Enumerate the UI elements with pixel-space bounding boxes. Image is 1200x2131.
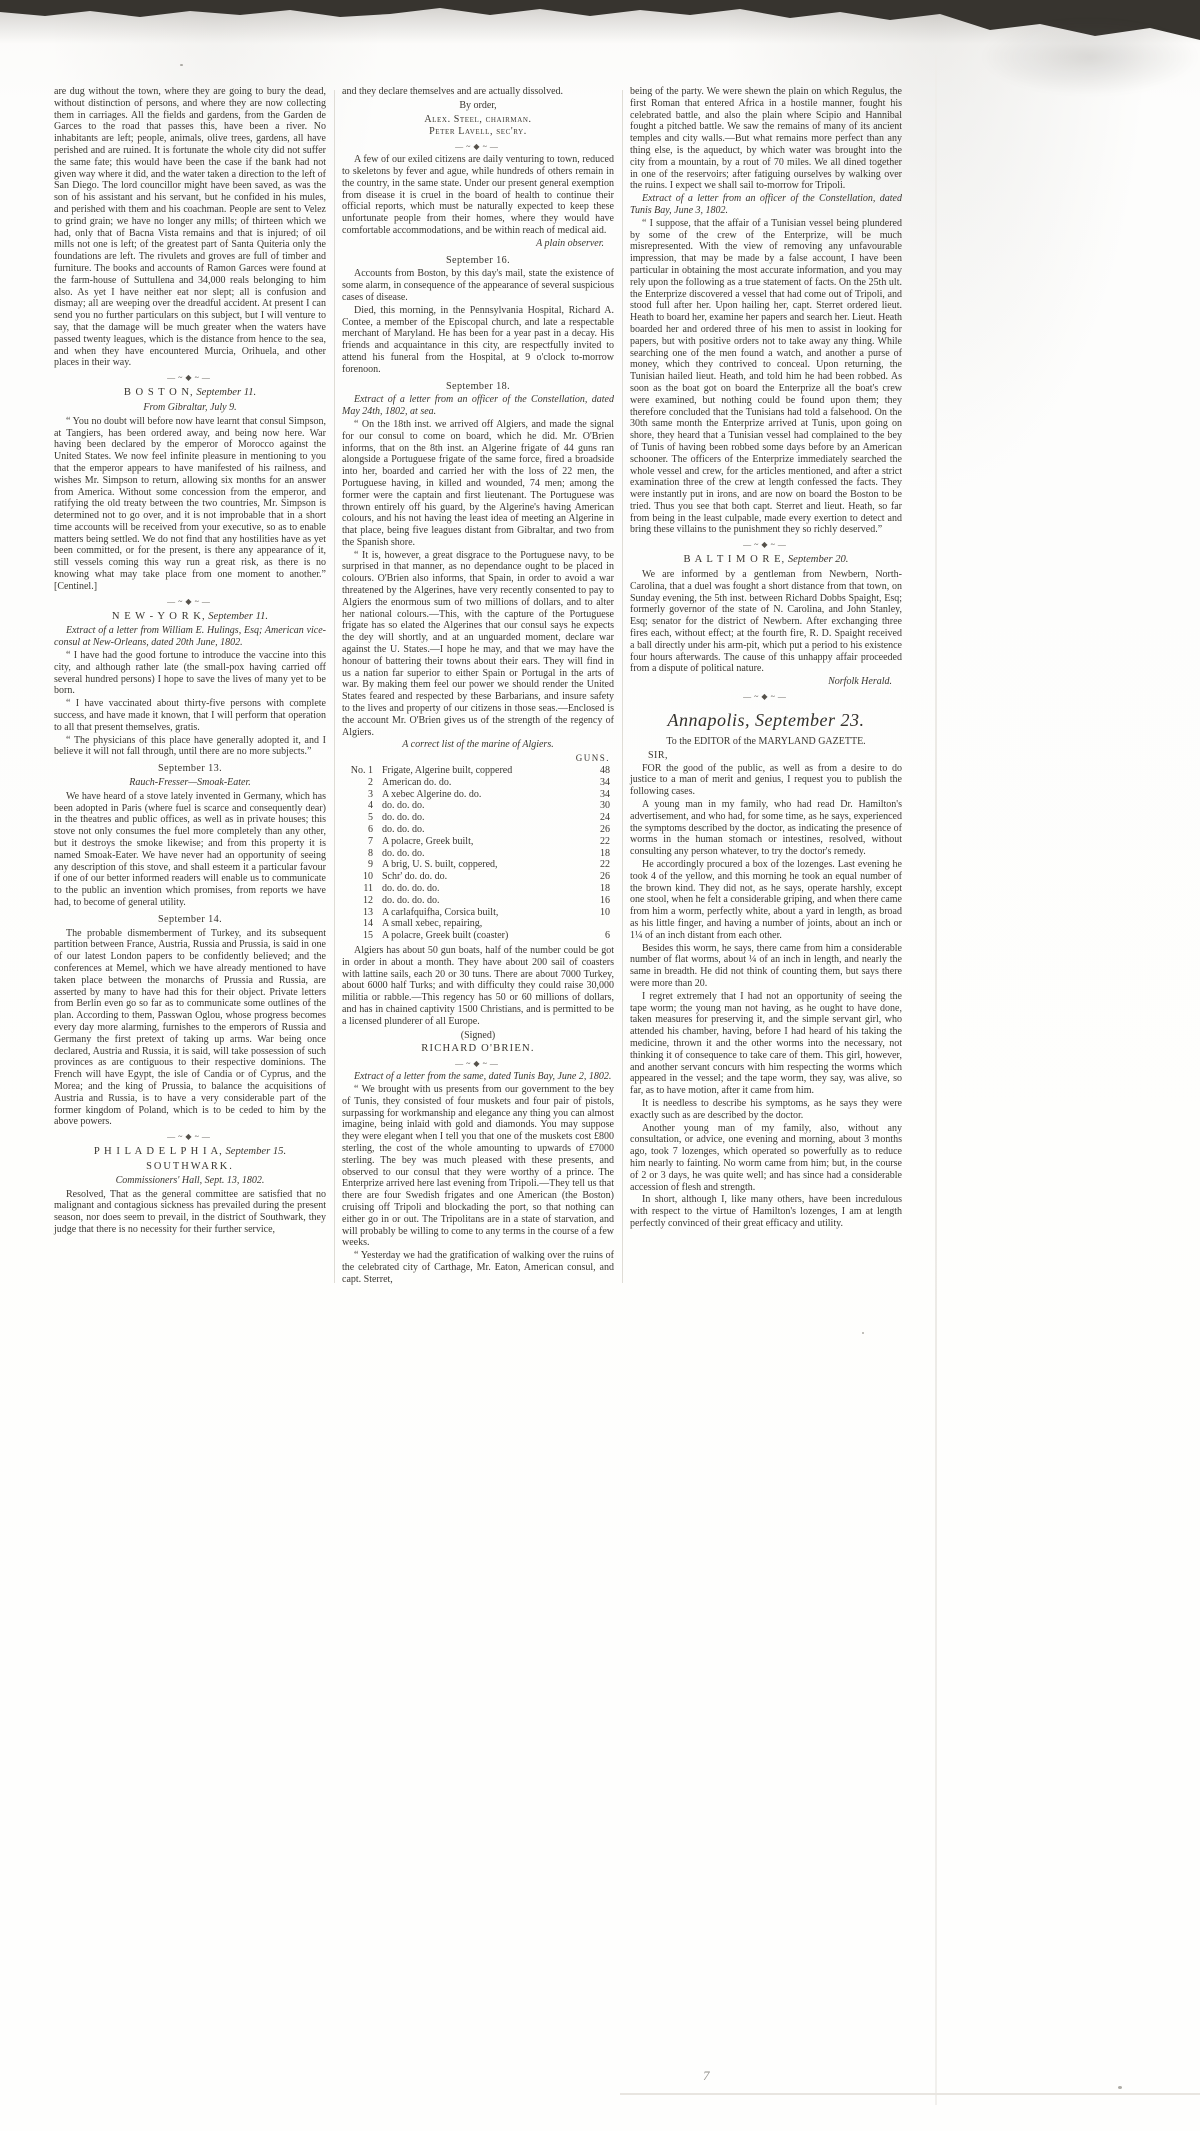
italic-centered-heading: A correct list of the marine of Algiers. <box>402 739 554 751</box>
article-paragraph: “ You no doubt will before now have learnt that consul Simpson, at Tangiers, has been ordered away, and being now here. War having been declared by the emperor of Morocco against the United States. We now feel infinite pleasure in mentioning to you that the emperor appears to have manifested of his railness, and wishes Mr. Simpson to return, allowing six months for an answer from America. Without some concession from the emperor, and ratifying the old treaty between the two countries, Mr. Simpson is determined not to go over, and it is not improbable that in a short time accounts will be received from your executive, so as to enable matters being settled. We do not find that any hostilities have as yet been committed, or for the present, is there any appearance of it, still vessels coming this way run a great risk, as there is no knowing what may take place from one moment to another.” [Centinel.] <box>54 415 326 592</box>
centered-line: By order, <box>459 99 497 111</box>
row-number: 15 <box>363 930 373 942</box>
article-paragraph: A few of our exiled citizens are daily venturing to town, reduced to skeletons by fever and ague, while hundreds of others remain in the country, in the same state. Under our present general exemption from disease it is cruel in the board of health to continue their official reports, which must be naturally expected to keep these unfortunate people from their homes, where they would have comfortable accommodations, and be within reach of medical aid. <box>342 154 614 236</box>
section-divider-ornament: —~◆~— <box>167 596 213 606</box>
letter-source-line: Extract of a letter from an officer of the Constellation, dated Tunis Bay, June 3, 1802. <box>630 193 902 216</box>
article-paragraph: “ On the 18th inst. we arrived off Algiers, and made the signal for our consul to come on board, which he did. Mr. O'Brien informs, that on the 8th inst. an Algerine frigate of 44 guns ran alongside a Portuguese frigate of the same force, fired a broadside into her, boarded and carried her with the loss of 22 men, the Portuguese having, in killed and wounded, 74 men; among the former were the captain and first lieutenant. The Portuguese was thrown entirely off his guard, by the Algerine's having American colours, and his not having the least idea of meeting an Algerine in that place, being five leagues distant from Gibraltar, and two from the Spanish shore. <box>342 418 614 548</box>
letter-source-line: Extract of a letter from an officer of the Constellation, dated May 24th, 1802, at sea. <box>342 394 614 418</box>
centered-line: To the EDITOR of the MARYLAND GAZETTE. <box>666 736 866 748</box>
continuation-paragraph: and they declare themselves and are actually dissolved. <box>342 86 564 97</box>
guns-count: 10 <box>600 906 610 918</box>
section-divider-ornament: —~◆~— <box>743 692 789 702</box>
scan-speck <box>1118 2086 1122 2089</box>
vessel-description: Frigate, Algerine built, coppered <box>382 765 513 777</box>
marine-list-row <box>346 895 614 907</box>
article-paragraph: A young man in my family, who had read Dr. Hamilton's advertisement, and who had, for some time, as he says, experienced the symptoms described by the doctor, as indicating the presence of worms in the human stomach or intestines, resolved, without consulting any person whatever, to try the doctor's remedy. <box>630 799 902 858</box>
guns-column-header: GUNS. <box>575 753 610 764</box>
marine-list-row <box>346 883 614 895</box>
italic-centered-heading: Rauch-Fresser—Smoak-Eater. <box>129 777 251 789</box>
vessel-description: A brig, U. S. built, coppered, <box>382 859 498 871</box>
salutation-line: SIR, <box>648 749 669 761</box>
signature-line: RICHARD O'BRIEN. <box>421 1043 535 1055</box>
article-paragraph: “ Yesterday we had the gratification of walking over the ruins of the celebrated city of Carthage, Mr. Eaton, American consul, and capt. Sterret, <box>342 1250 614 1285</box>
vessel-description: Schr' do. do. do. <box>382 871 448 883</box>
dateline-date: September 11. <box>193 387 257 399</box>
marine-list-row <box>346 930 614 942</box>
section-subheading: SOUTHWARK. <box>146 1160 234 1172</box>
newspaper-body <box>54 86 902 1287</box>
marine-list-row <box>346 812 614 824</box>
guns-count: 6 <box>605 930 610 942</box>
city-dateline-heading <box>630 554 902 566</box>
guns-count: 48 <box>600 765 610 777</box>
newspaper-column-3 <box>630 86 902 1287</box>
guns-count: 26 <box>600 871 610 883</box>
marine-list-row <box>346 848 614 860</box>
marine-list-table <box>346 753 614 942</box>
letter-source-line: Extract of a letter from the same, dated Tunis Bay, June 2, 1802. <box>354 1071 612 1083</box>
page-fold-line <box>935 55 937 2105</box>
marine-list-row <box>346 907 614 919</box>
article-paragraph: He accordingly procured a box of the lozenges. Last evening he took 4 of the yellow, and this morning he took an equal number of the brown kind. They did not, as he says, operate harshly, except one stool, when he felt a considerable griping, and when there came from him a worm, perfectly white, about a yard in length, as broad as his little finger, and having a number of joints, about an inch or 1¼ of an inch distant from each other. <box>630 859 902 941</box>
dateline-date: September 11. <box>205 610 269 622</box>
row-number: 5 <box>368 812 373 824</box>
marine-list-row <box>346 836 614 848</box>
guns-count: 22 <box>600 835 610 847</box>
article-paragraph: We are informed by a gentleman from Newbern, North-Carolina, that a duel was fought a short distance from that town, on Sunday evening, the 5th inst. between Richard Dobbs Spaight, Esq; formerly governor of the state of N. Carolina, and John Stanley, Esq; senator for the district of Newbern. After exchanging three fires each, without effect; at the fourth fire, R. D. Spaight received a ball directly under his arm-pit, which put a period to his existence four hours afterwards. The cause of this unhappy affair proceeded from a dispute of political nature. <box>630 569 902 675</box>
section-divider-ornament: —~◆~— <box>455 142 501 152</box>
smallcaps-name-line: Peter Lavell, sec'ry. <box>429 126 527 138</box>
italic-centered-heading: From Gibraltar, July 9. <box>143 401 237 413</box>
continuation-paragraph: are dug without the town, where they are going to bury the dead, without distinction of persons, and where they are now collecting them in carriages. All the fields and gardens, from the Garden de Garces to the road that passes this, have been a river. No inhabitants are left; people, animals, olive trees, gardens, all have perished and are ruined. It is fortunate the whole city did not suffer the same fate; this would have been the case if the bank had not given way where it did, and the water taken a direction to the left of San Diego. The lord councillor might have been saved, as was the son of his assistant and his servant, but he confided in his mules, and perished with them and his coachman. People are sent to Velez to grind grain; we have no longer any mills; of thirteen which we had, only that of Bacna Vista remains and that is injured; of oil mills not one is left; of the greatest part of Santa Quiteria only the foundations are left. The rivulets and groves are full of timber and furniture. The books and accounts of Ramon Garces were found at the farm-house of Suttullena and 34,000 reals belonging to him also. As yet I have neither eat nor slept; all is confusion and dismay; all are weeping over the dreadful accident. At present I can send you no further particulars on this subject, but I will venture to say, that the damage will be much greater when the waters have passed twenty leagues, which is the distance from hence to the sea, and when they have encountered Murcia, Orihuela, and other places in their way. <box>54 86 326 369</box>
page-number: 7 <box>703 2068 710 2083</box>
article-paragraph: Died, this morning, in the Pennsylvania Hospital, Richard A. Contee, a member of the Episcopal church, and late a respectable merchant of Maryland. He has been for a year past in a decay. His friends and acquaintance in this city, are respectfully invited to attend his funeral from the Hospital, at 9 o'clock to-morrow forenoon. <box>342 304 614 375</box>
guns-count: 30 <box>600 800 610 812</box>
guns-count: 18 <box>600 883 610 894</box>
row-number: 10 <box>363 871 373 883</box>
city-name: B A L T I M O R E, <box>683 554 786 566</box>
date-heading: September 18. <box>445 380 511 392</box>
attribution-line: A plain observer. <box>536 237 604 249</box>
city-dateline-heading <box>54 387 326 399</box>
article-paragraph: It is needless to describe his symptoms, as he says they were exactly such as are described by the doctor. <box>630 1097 902 1121</box>
vessel-description: do. do. do. <box>382 847 425 859</box>
row-number: 14 <box>363 918 373 930</box>
vessel-description: do. do. do. do. <box>382 894 440 906</box>
article-paragraph: “ We brought with us presents from our government to the bey of Tunis, they consisted of four muskets and four pair of pistols, surpassing for workmanship and elegance any thing you can almost imagine, being inlaid with gold and diamonds. You may suppose they were elegant when I tell you that one of the muskets cost £800 sterling, the cost of the whole amounting to upwards of £7000 sterling. The bey was much pleased with these presents, and observed to our consul that they were worthy of a prince. The Enterprize arrived here last evening from Tripoli.—They tell us that there are four Swedish frigates and one American (the Boston) cruising off Tripoli and blockading the port, so that nothing can either go in or out. The Tripolitans are in a state of starvation, and will probably be willing to come to any terms in the course of a few weeks. <box>342 1083 614 1249</box>
letter-source-line: Extract of a letter from William E. Hulings, Esq; American vice-consul at New-Orleans, dated 20th June, 1802. <box>54 625 326 649</box>
newspaper-column-2 <box>342 86 614 1287</box>
date-heading: September 16. <box>445 254 511 266</box>
row-number: 4 <box>368 800 373 812</box>
row-number: 3 <box>368 788 373 800</box>
newspaper-column-1 <box>54 86 326 1287</box>
article-paragraph: In short, although I, like many others, have been incredulous with respect to the virtue of Hamilton's lozenges, I am at length perfectly convinced of their great efficacy and utility. <box>630 1194 902 1229</box>
marine-list-row <box>346 824 614 836</box>
article-paragraph: “ I suppose, that the affair of a Tunisian vessel being plundered by some of the crew of the Enterprize, will be much misrepresented. With the view of removing any unfavourable impression, that may be made by a false account, I have been particular in obtaining the most accurate information, and you may rely upon the following as a true statement of facts. On the 25th ult. the Enterprize discovered a vessel that had come out of Tripoli, and stood full after her. Upon hailing her, capt. Sterret ordered lieut. Heath to board her, examine her papers and search her. Lieut. Heath boarded her and ordered three of his men to assist in looking for papers, but with positive orders not to take away any thing. While searching one of the men found a watch, and another a purse of money, which they contrived to conceal. Upon returning, the Tunisian hailed lieut. Heath, and told him he had been robbed. As soon as the boat got on board the Enterprize all the boat's crew were examined, but nothing could be found upon them; they therefore concluded that the Tunisians had told a falsehood. On the 30th same month the Enterprize arrived at Tunis, upon going on shore, they heard that a Tunisian vessel had complained to the bey of Tunis of having been robbed some days before by an American schooner. The officers of the Enterprize immediately searched the whole vessel and crew, for the articles mentioned, and after a strict examination three of the crew at length confessed the facts. They were instantly put in irons, and are now on board the Boston to be tried. Thus you see that both capt. Sterret and lieut. Heath, so far from being in the least culpable, made every exertion to detect and bring these villains to the punishment they so richly deserved.” <box>630 217 902 536</box>
date-heading: September 14. <box>157 913 223 925</box>
guns-count: 24 <box>600 812 610 824</box>
article-paragraph: “ The physicians of this place have generally adopted it, and I believe it will not fall through, until there are no more subjects.” <box>54 734 326 758</box>
guns-count: 16 <box>600 894 610 906</box>
vessel-description: American do. do. <box>382 776 452 788</box>
vessel-description: A polacre, Greek built (coaster) <box>382 930 509 942</box>
dateline-date: September 20. <box>785 554 849 566</box>
city-dateline-heading <box>54 1146 326 1158</box>
guns-count: 18 <box>600 847 610 859</box>
guns-count: 34 <box>600 776 610 788</box>
section-divider-ornament: —~◆~— <box>167 1132 213 1142</box>
article-paragraph: I regret extremely that I had not an opportunity of seeing the tape worm; the young man not having, as he ought to have done, taken measures for preserving it, and the simple servant girl, who attended his chamber, having, before I had heard of his taking the medicine, thrown it and the other worms into the necessary, not thinking it of consequence to take care of them. This girl, however, and another servant concurs with him respecting the worms which appeared in the vessel; and the tape worm, they say, was alive, so far, as to have motion, after it came from him. <box>630 990 902 1097</box>
row-number: 6 <box>368 824 373 836</box>
article-paragraph: Besides this worm, he says, there came from him a considerable number of flat worms, about ¼ of an inch in length, and nearly the same in breadth. He did not think of counting them, but says there were more than 20. <box>630 942 902 989</box>
vessel-description: do. do. do. do. <box>382 883 440 894</box>
article-paragraph: We have heard of a stove lately invented in Germany, which has been adopted in Paris (where fuel is scarce and consequently dear) in the theatres and public offices, as well as in private houses; this stove not only consumes the fuel more completely than any other, but it destroys the smoke likewise; and from this property it is named Smoak-Eater. We have never had an opportunity of seeing any description of this stove, and shall esteem it a particular favour if one of our better informed readers will enable us to communicate to the public an invention which promises, from reports we have had, to become of general utility. <box>54 790 326 908</box>
scan-smudge-top-right <box>980 18 1200 96</box>
vessel-description: do. do. do. <box>382 800 425 812</box>
row-number: 13 <box>363 906 373 918</box>
date-heading: September 13. <box>157 763 223 775</box>
city-name: P H I L A D E L P H I A, <box>93 1146 223 1158</box>
marine-list-row <box>346 789 614 801</box>
article-paragraph: “ I have had the good fortune to introduce the vaccine into this city, and although rather late (the small-pox having carried off several hundred persons) I hope to save the lives of many yet to be born. <box>54 650 326 697</box>
smallcaps-name-line: Alex. Steel, chairman. <box>424 113 532 125</box>
row-number: 2 <box>368 776 373 788</box>
city-name: B O S T O N, <box>123 387 194 399</box>
section-divider-ornament: —~◆~— <box>167 373 213 383</box>
city-dateline-heading <box>54 611 326 623</box>
article-paragraph: Resolved, That as the general committee are satisfied that no malignant and contagious sickness has prevailed during the present season, nor does seem to prevail, in the district of Southwark, they judge that there is no necessity for their further service, <box>54 1188 326 1235</box>
section-divider-ornament: —~◆~— <box>455 1059 501 1069</box>
article-paragraph: Another young man of my family, also, without any consultation, or advice, one evening and morning, about 3 months ago, took 7 lozenges, which operated so powerfully as to reduce him nearly to fainting. No worm came from him; but, in the course of 2 or 3 days, he was quite well; and has since had a considerable accession of flesh and strength. <box>630 1122 902 1193</box>
vessel-description: A carlafquifha, Corsica built, <box>382 906 499 918</box>
attribution-line: Norfolk Herald. <box>828 676 892 688</box>
centered-line: (Signed) <box>460 1029 496 1041</box>
guns-count: 26 <box>600 824 610 836</box>
continuation-paragraph: being of the party. We were shewn the plain on which Regulus, the first Roman that entered Africa in a hostile manner, fought his celebrated battle, and also the plain where Scipio and Hannibal fought a pitched battle. We saw the remains of many of its ancient temples and city walls.—But what remains more perfect than any thing else, is the aqueduct, by which water was brought into the city from a mountain, by a rout of 70 miles. We all dined together in one of the reservoirs; after fatiguing ourselves by walking over the ruins. I expect we shall sail to-morrow for Tripoli. <box>630 86 902 192</box>
marine-list-row <box>346 765 614 777</box>
row-number: No. 1 <box>350 765 373 777</box>
marine-list-row <box>346 918 614 930</box>
vessel-description: A small xebec, repairing, <box>382 918 483 930</box>
scan-speck <box>862 1332 864 1334</box>
article-paragraph: “ I have vaccinated about thirty-five persons with complete success, and have made it known, that I will perform that operation to all that present themselves, gratis. <box>54 698 326 733</box>
row-number: 8 <box>368 847 373 859</box>
dateline-date: September 15. <box>222 1146 287 1158</box>
annapolis-dateline-heading: Annapolis, September 23. <box>667 710 865 731</box>
city-name: N E W - Y O R K, <box>111 610 206 622</box>
marine-list-row <box>346 777 614 789</box>
vessel-description: do. do. do. <box>382 812 425 824</box>
vessel-description: A xebec Algerine do. do. <box>382 788 482 800</box>
marine-list-row <box>346 859 614 871</box>
scan-speck <box>180 64 183 66</box>
section-divider-ornament: —~◆~— <box>743 540 789 550</box>
marine-list-row <box>346 871 614 883</box>
row-number: 12 <box>363 894 373 906</box>
vessel-description: A polacre, Greek built, <box>382 835 474 847</box>
row-number: 7 <box>368 835 373 847</box>
article-paragraph: Accounts from Boston, by this day's mail, state the existence of some alarm, in consequence of the appearance of several suspicious cases of disease. <box>342 268 614 303</box>
article-paragraph: “ It is, however, a great disgrace to the Portuguese navy, to be surprised in that manner, as no dependance ought to be placed in colours. O'Brien also informs, that Spain, in order to avoid a war threatened by the Algerines, have very recently consented to pay to Algiers the enormous sum of two millions of dollars, and to alter her national colours.—This, with the capture of the Portuguese frigate has so elated the Algerines that our consul says he expects the dey will shortly, and at an unguarded moment, declare war against the U. States.—I hope he may, and that we may have the honour of battering their towns about their ears. They will find in us a nation far superior to either Spain or Portugal in the arts of war. By making them feel our power we should render the United States feared and respected by these Barbarians, and insure safety to the lives and property of our citizens in those seas.—Enclosed is the account Mr. O'Brien gives us of the strength of the regency of Algiers. <box>342 549 614 738</box>
article-paragraph: The probable dismemberment of Turkey, and its subsequent partition between France, Austria, Russia and Prussia, is said in one of our latest London papers to be confidently believed; and the conferences at Memel, which we have already mentioned to have taken place between the monarchs of Prussia and Russia, are asserted by many to have had this for their object. Private letters from Berlin even go so far as to communicate some outlines of the plan. According to them, Passwan Oglou, whose progress becomes every day more alarming, furnishes to the emperors of Russia and Germany the first pretext of taking up arms. War being once declared, Austria and Russia, it is said, will take possession of such provinces as are contiguous to their respective dominions. The French will have Egypt, the isle of Candia or of Cyprus, and the Morea; and the king of Prussia, to balance the acquisitions of Austria and Russia, is to have a very considerable part of the former kingdom of Poland, which is to be ceded to him by the above powers. <box>54 927 326 1128</box>
vessel-description: do. do. do. <box>382 824 425 836</box>
guns-count: 34 <box>600 788 610 800</box>
article-paragraph: Algiers has about 50 gun boats, half of the number could be got in order in about a month. They have about 200 sail of coasters with lattine sails, each 20 or 30 tuns. There are about 7000 Turkey, about 6000 half Turks; and with difficulty they could raise 30,000 militia or rabble.—This regency has 50 or 60 millions of dollars, and has in chained captivity 1500 Christians, and is permitted to be a licensed plunderer of all Europe. <box>342 944 614 1027</box>
guns-count: 22 <box>600 859 610 871</box>
marine-list-row <box>346 800 614 812</box>
guns-count <box>586 918 614 930</box>
article-paragraph: FOR the good of the public, as well as from a desire to do justice to a man of merit and genius, I request you to publish the following cases. <box>630 762 902 798</box>
italic-centered-heading: Commissioners' Hall, Sept. 13, 1802. <box>115 1174 265 1186</box>
row-number: 9 <box>368 859 373 871</box>
row-number: 11 <box>363 883 373 894</box>
bottom-crease-mark <box>620 2093 1200 2095</box>
